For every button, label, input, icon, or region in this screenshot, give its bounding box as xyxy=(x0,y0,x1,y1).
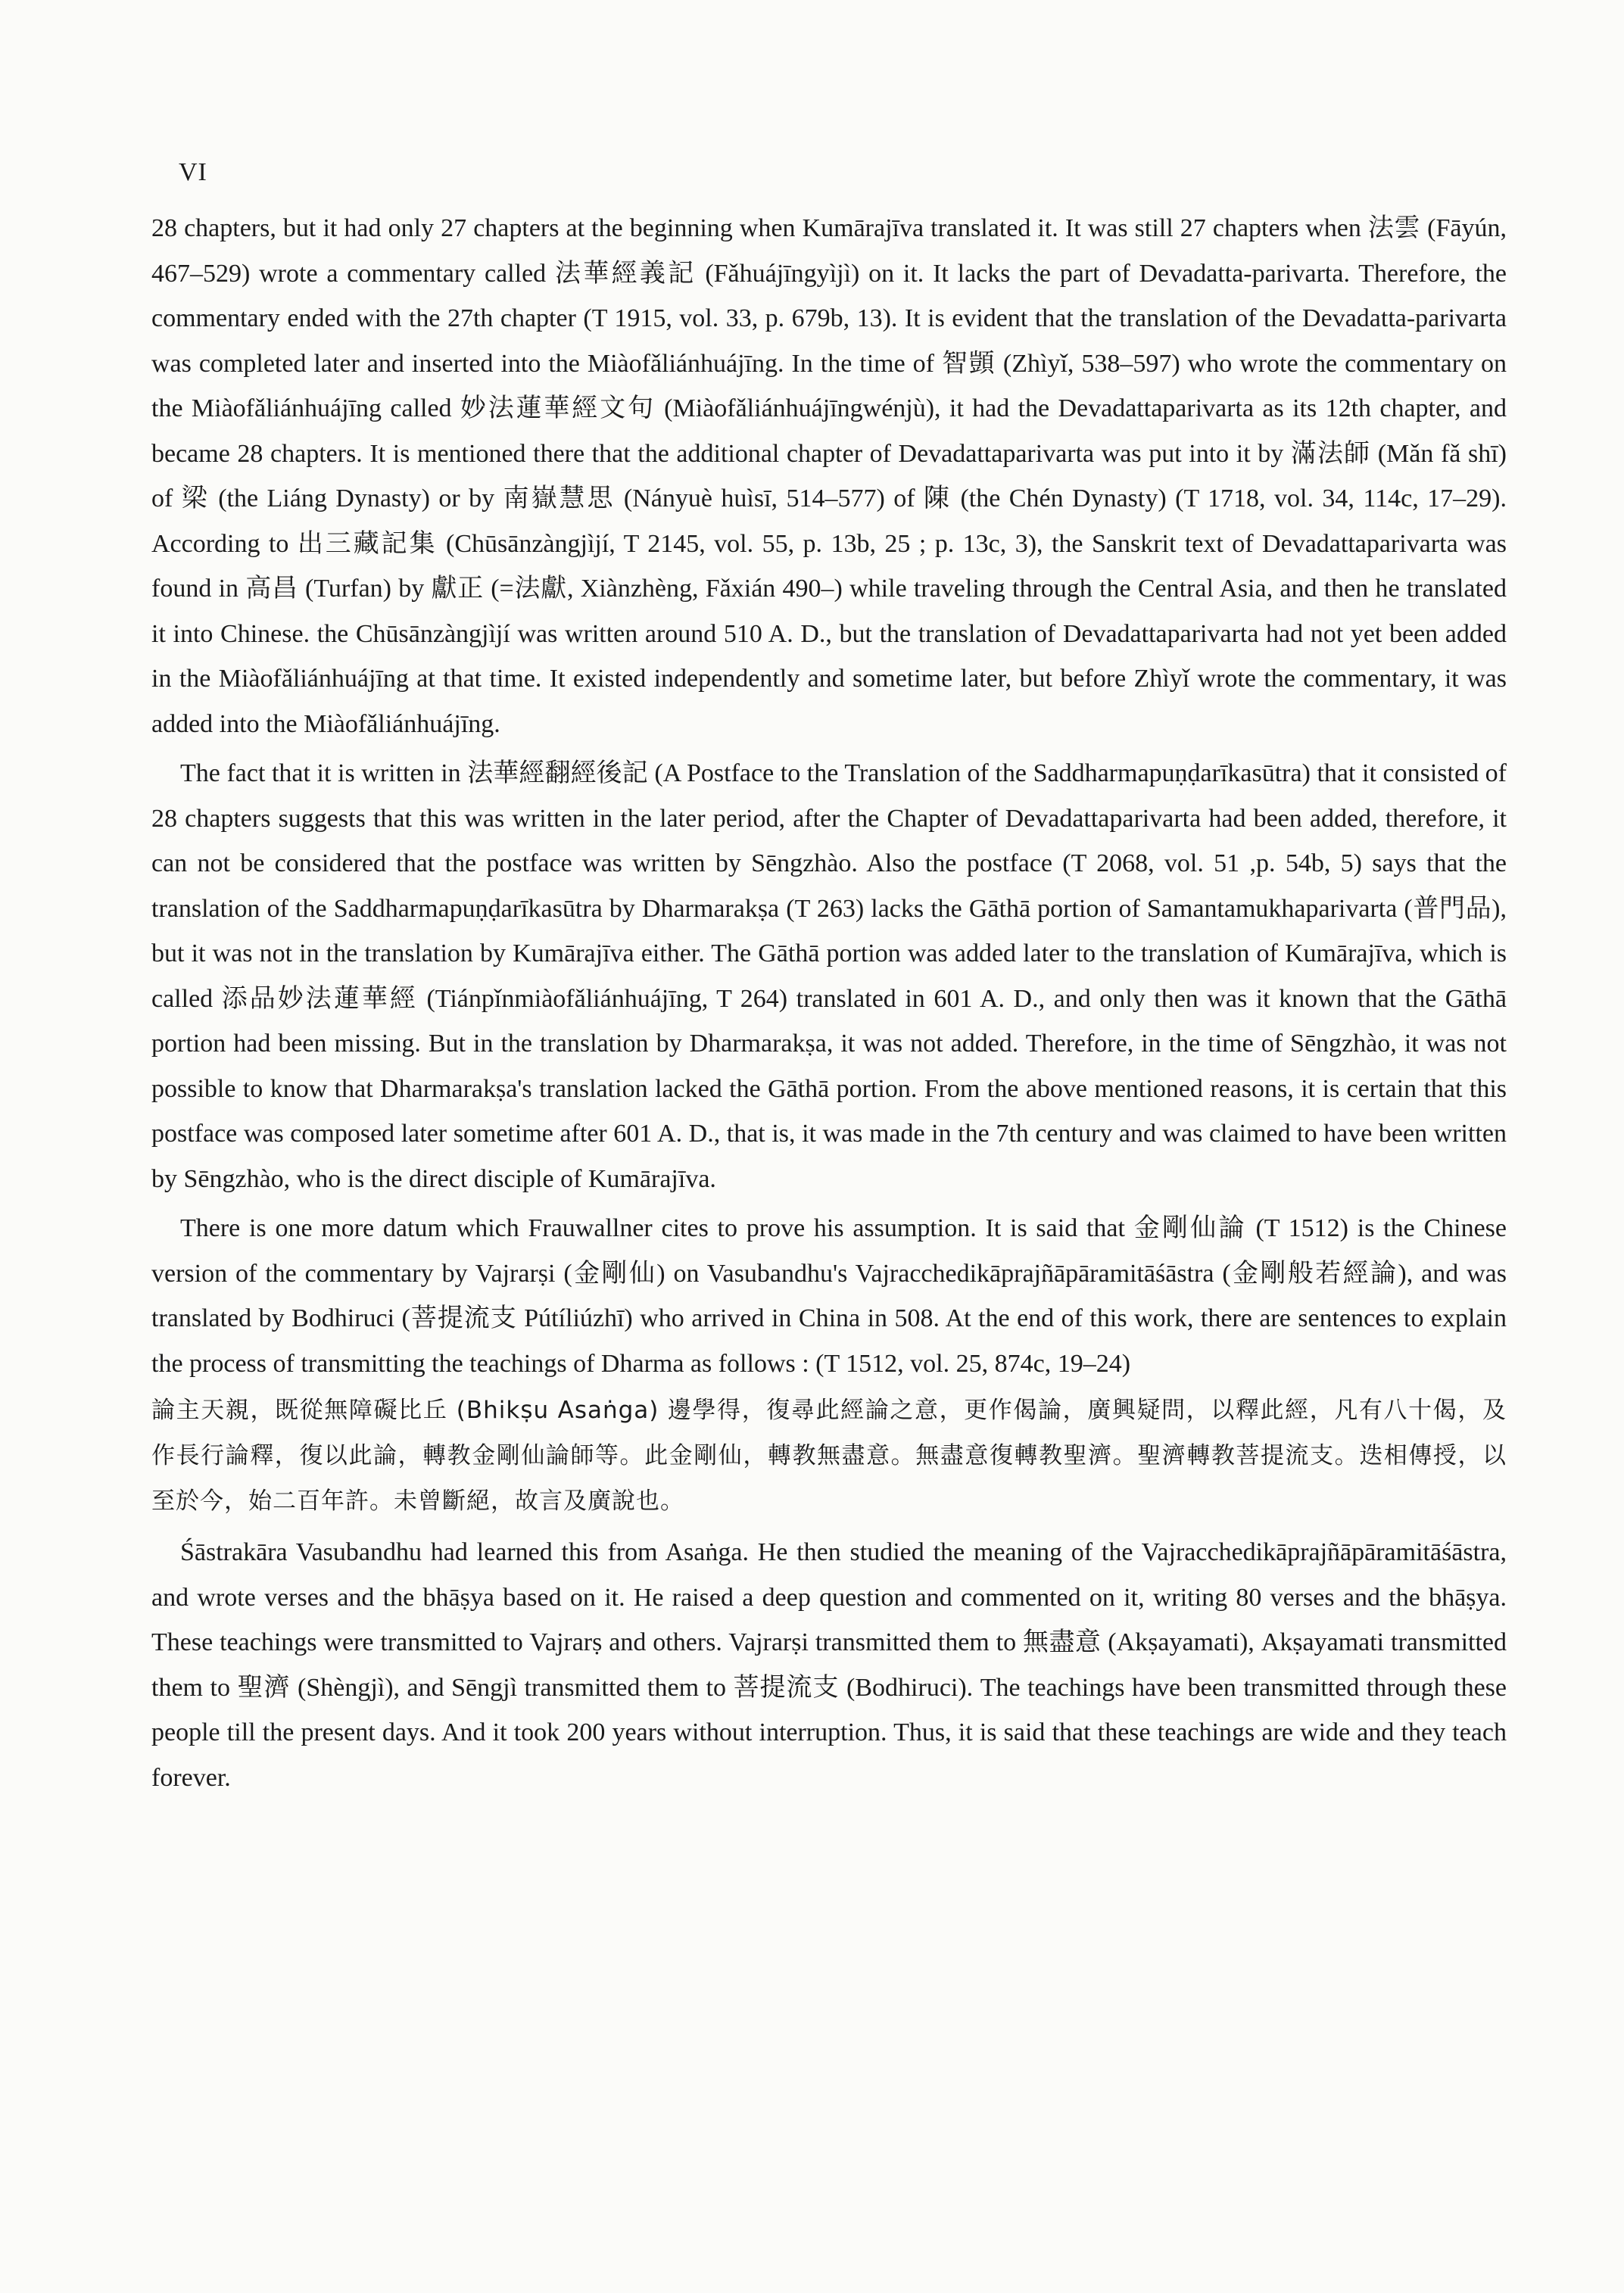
paragraph-translation: Śāstrakāra Vasubandhu had learned this from Asaṅga. He then studied the meaning of the Vajracchedikāprajñāpāramitāśāstra, and wrote verses and the bhāṣya based on it. He raised a deep question and commented on it, writing 80 verses and the bhāṣya. These teachings were transmitted to Vajrarṣ and others. Vajrarṣi transmitted them to 無盡意 (Akṣayamati), Akṣayamati transmitted them to 聖濟 (Shèngjì), and Sēngjì transmitted them to 菩提流支 (Bodhiruci). The teachings have been transmitted through these people till the present days. And it took 200 years without interruption. Thus, it is said that these teachings are wide and they teach forever. xyxy=(151,1538,1507,1792)
paragraph-frauwallner-datum: There is one more datum which Frauwallner cites to prove his assumption. It is said that 金剛仙論 (T 1512) is the Chinese version of the commentary by Vajrarṣi (金剛仙) on Vasubandhu's Vajracchedikāprajñāpāramitāśāstra (金剛般若經論), and was translated by Bodhiruci (菩提流支 Pútíliúzhī) who arrived in China in 508. At the end of this work, there are sentences to explain the process of transmitting the teachings of Dharma as follows : (T 1512, vol. 25, 874c, 19–24) xyxy=(151,1214,1507,1378)
paragraph-devadatta-history: 28 chapters, but it had only 27 chapters at the beginning when Kumārajīva translated it. It was still 27 chapters when 法雲 (Fāyún, 467–529) wrote a commentary called 法華經義記 (Fǎhuájīngyìjì) on it. It lacks the part of Devadatta-parivarta. Therefore, the commentary ended with the 27th chapter (T 1915, vol. 33, p. 679b, 13). It is evident that the translation of the Devadatta-parivarta was completed later and inserted into the Miàofǎliánhuájīng. In the time of 智顗 (Zhìyǐ, 538–597) who wrote the commentary on the Miàofǎliánhuájīng called 妙法蓮華經文句 (Miàofǎliánhuájīngwénjù), it had the Devadattaparivarta as its 12th chapter, and became 28 chapters. It is mentioned there that the additional chapter of Devadattaparivarta was put into it by 滿法師 (Mǎn fǎ shī) of 梁 (the Liáng Dynasty) or by 南嶽慧思 (Nányuè huìsī, 514–577) of 陳 (the Chén Dynasty) (T 1718, vol. 34, 114c, 17–29). According to 出三藏記集 (Chūsānzàngjìjí, T 2145, vol. 55, p. 13b, 25 ; p. 13c, 3), the Sanskrit text of Devadattaparivarta was found in 高昌 (Turfan) by 獻正 (=法獻, Xiànzhèng, Fǎxián 490–) while traveling through the Central Asia, and then he translated it into Chinese. the Chūsānzàngjìjí was written around 510 A. D., but the translation of Devadattaparivarta had not yet been added in the Miàofǎliánhuájīng at that time. It existed independently and sometime later, but before Zhìyǐ wrote the commentary, it was added into the Miàofǎliánhuájīng. xyxy=(151,214,1507,738)
page-number: VI xyxy=(179,158,207,186)
body-text xyxy=(151,206,1507,1800)
quoted-chinese-passage: 論主天親，既從無障礙比丘 (Bhikṣu Asaṅga) 邊學得，復尋此經論之意，更作偈論，廣興疑問，以釋此經，凡有八十偈，及作長行論釋，復以此論，轉教金剛仙論師等。此金剛仙，轉教無盡意。無盡意復轉教聖濟。聖濟轉教菩提流支。迭相傳授，以至於今，始二百年許。未曾斷絕，故言及廣說也。 xyxy=(151,1397,1507,1515)
paragraph-postface-dating: The fact that it is written in 法華經翻經後記 (A Postface to the Translation of the Saddharmapuṇḍarīkasūtra) that it consisted of 28 chapters suggests that this was written in the later period, after the Chapter of Devadattaparivarta had been added, therefore, it can not be considered that the postface was written by Sēngzhào. Also the postface (T 2068, vol. 51 ,p. 54b, 5) says that the translation of the Saddharmapuṇḍarīkasūtra by Dharmarakṣa (T 263) lacks the Gāthā portion of Samantamukhaparivarta (普門品), but it was not in the translation by Kumārajīva either. The Gāthā portion was added later to the translation of Kumārajīva, which is called 添品妙法蓮華經 (Tiánpǐnmiàofǎliánhuájīng, T 264) translated in 601 A. D., and only then was it known that the Gāthā portion had been missing. But in the translation by Dharmarakṣa, it was not added. Therefore, in the time of Sēngzhào, it was not possible to know that Dharmarakṣa's translation lacked the Gāthā portion. From the above mentioned reasons, it is certain that this postface was composed later sometime after 601 A. D., that is, it was made in the 7th century and was claimed to have been written by Sēngzhào, who is the direct disciple of Kumārajīva. xyxy=(151,759,1507,1193)
